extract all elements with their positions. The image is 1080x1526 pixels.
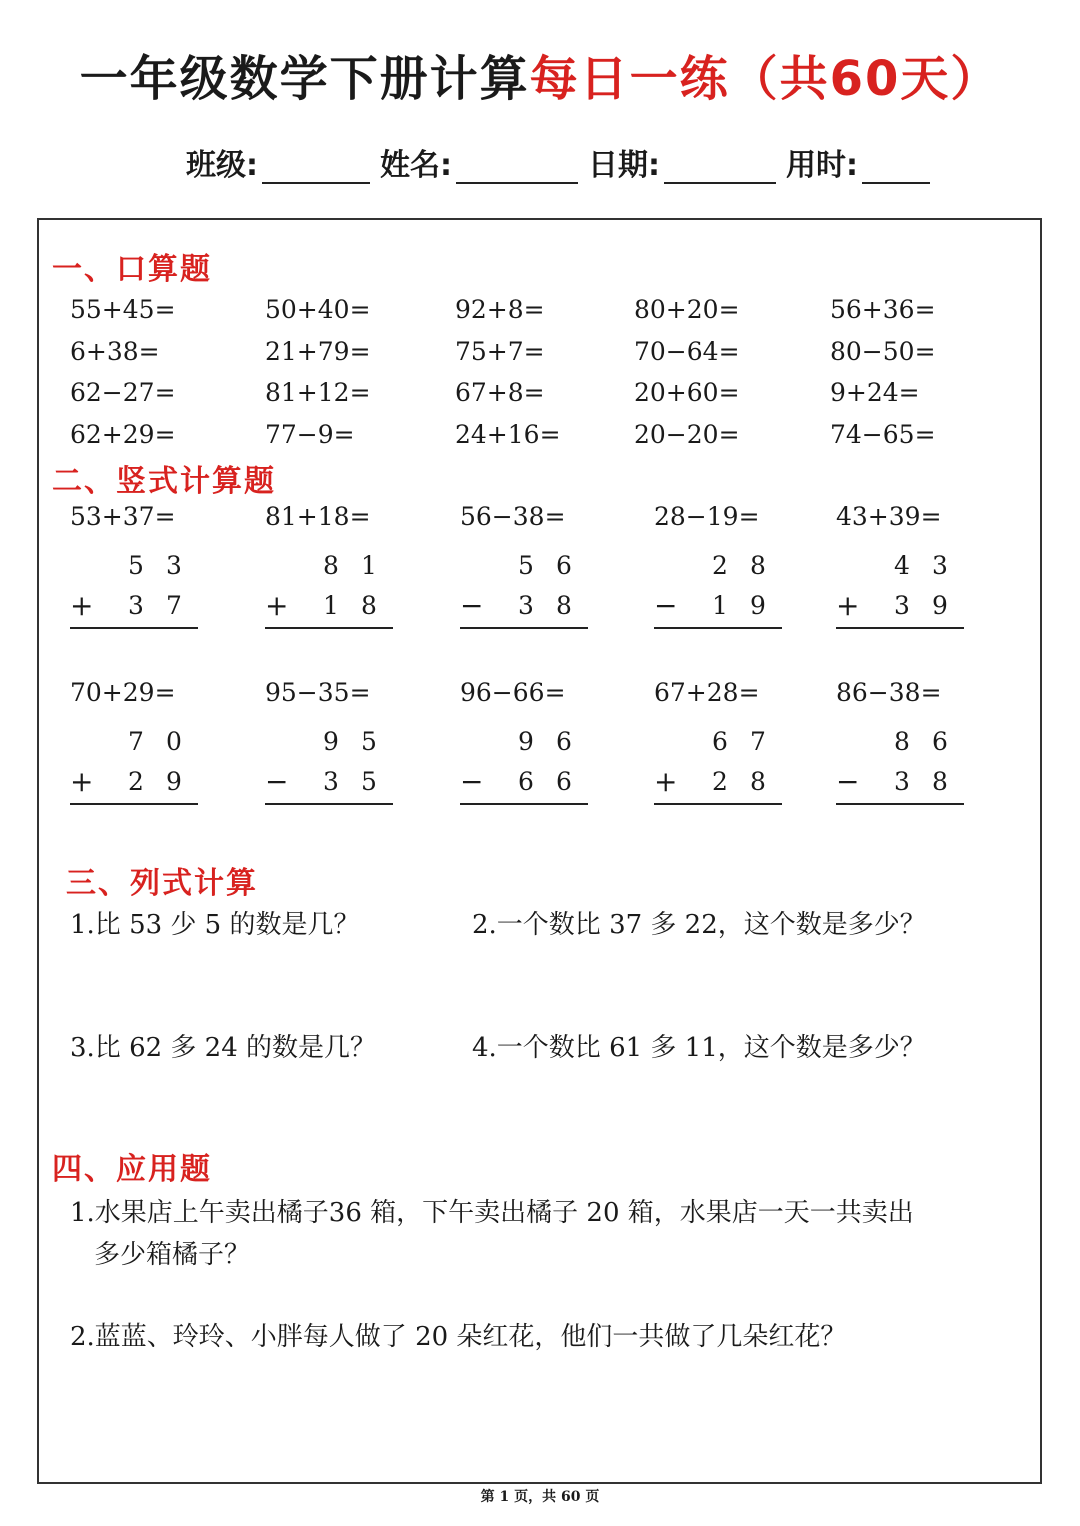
applied-q1-line2: 多少箱橘子？ (94, 1240, 251, 1270)
sum-line (265, 803, 393, 805)
vertical-equation: 53+37= (70, 502, 176, 531)
oral-problem: 20+60= (634, 378, 740, 407)
vertical-equation: 81+18= (265, 502, 371, 531)
vertical-bottom-number (265, 588, 395, 624)
written-q1: 1.比 53 少 5 的数是几？ (70, 910, 360, 940)
vertical-top-number (654, 724, 784, 760)
digit: 8 (750, 551, 766, 580)
digit: 5 (128, 551, 144, 580)
digit: 7 (166, 591, 182, 620)
sum-line (836, 803, 964, 805)
digit: 9 (518, 727, 534, 756)
vertical-block (265, 548, 395, 628)
oral-problem: 6+38= (70, 337, 160, 366)
plus-sign: + (70, 765, 94, 798)
digit: 8 (556, 591, 572, 620)
vertical-bottom-number (70, 588, 200, 624)
written-q4: 4.一个数比 61 多 11，这个数是多少？ (472, 1033, 926, 1063)
oral-problem: 74−65= (830, 420, 936, 449)
digit: 5 (361, 767, 377, 796)
vertical-top-number (265, 724, 395, 760)
vertical-block (460, 724, 590, 804)
oral-problem: 80−50= (830, 337, 936, 366)
info-row (186, 140, 940, 184)
vertical-bottom-number (70, 764, 200, 800)
date-label: 日期: (588, 148, 660, 183)
vertical-block (836, 724, 966, 804)
digit: 8 (323, 551, 339, 580)
sum-line (460, 803, 588, 805)
vertical-top-number (460, 548, 590, 584)
sum-line (654, 627, 782, 629)
digit: 6 (556, 767, 572, 796)
vertical-block (70, 724, 200, 804)
oral-problem: 75+7= (455, 337, 545, 366)
digit: 8 (932, 767, 948, 796)
digit: 3 (932, 551, 948, 580)
vertical-equation: 43+39= (836, 502, 942, 531)
digit: 3 (894, 591, 910, 620)
vertical-equation: 96−66= (460, 678, 566, 707)
plus-sign: + (70, 589, 94, 622)
name-field[interactable] (380, 140, 578, 184)
digit: 6 (712, 727, 728, 756)
digit: 3 (166, 551, 182, 580)
oral-problem: 92+8= (455, 295, 545, 324)
section-written-title: 三、列式计算 (66, 866, 258, 901)
digit: 1 (323, 591, 339, 620)
digit: 9 (932, 591, 948, 620)
vertical-top-number (70, 548, 200, 584)
digit: 8 (361, 591, 377, 620)
vertical-top-number (836, 548, 966, 584)
oral-problem: 62−27= (70, 378, 176, 407)
digit: 1 (712, 591, 728, 620)
oral-problem: 21+79= (265, 337, 371, 366)
time-field[interactable] (786, 140, 930, 184)
digit: 6 (518, 767, 534, 796)
time-blank[interactable] (862, 152, 930, 184)
written-q3: 3.比 62 多 24 的数是几？ (70, 1033, 377, 1063)
minus-sign: − (654, 589, 678, 622)
vertical-bottom-number (654, 764, 784, 800)
vertical-equation: 67+28= (654, 678, 760, 707)
vertical-block (654, 548, 784, 628)
vertical-block (265, 724, 395, 804)
class-blank[interactable] (262, 152, 370, 184)
vertical-equation: 95−35= (265, 678, 371, 707)
class-field[interactable] (186, 140, 370, 184)
section-applied-title: 四、应用题 (52, 1152, 212, 1187)
vertical-top-number (836, 724, 966, 760)
page-title (0, 40, 1080, 109)
digit: 2 (712, 551, 728, 580)
digit: 4 (894, 551, 910, 580)
oral-problem: 50+40= (265, 295, 371, 324)
vertical-equation: 56−38= (460, 502, 566, 531)
digit: 3 (518, 591, 534, 620)
oral-problem: 70−64= (634, 337, 740, 366)
oral-problem: 80+20= (634, 295, 740, 324)
digit: 8 (750, 767, 766, 796)
digit: 9 (323, 727, 339, 756)
vertical-block (836, 548, 966, 628)
oral-problem: 20−20= (634, 420, 740, 449)
digit: 6 (932, 727, 948, 756)
digit: 2 (712, 767, 728, 796)
minus-sign: − (460, 765, 484, 798)
plus-sign: + (654, 765, 678, 798)
page-footer: 第 1 页，共 60 页 (480, 1489, 600, 1505)
date-field[interactable] (588, 140, 776, 184)
applied-q2: 2.蓝蓝、玲玲、小胖每人做了 20 朵红花，他们一共做了几朵红花？ (70, 1322, 847, 1352)
digit: 7 (750, 727, 766, 756)
class-label: 班级: (186, 148, 258, 183)
vertical-block (460, 548, 590, 628)
digit: 8 (894, 727, 910, 756)
written-q2: 2.一个数比 37 多 22，这个数是多少？ (472, 910, 926, 940)
vertical-bottom-number (836, 764, 966, 800)
oral-problem: 55+45= (70, 295, 176, 324)
sum-line (654, 803, 782, 805)
digit: 1 (361, 551, 377, 580)
section-vertical-title: 二、竖式计算题 (52, 464, 276, 499)
sum-line (70, 627, 198, 629)
vertical-top-number (265, 548, 395, 584)
vertical-bottom-number (836, 588, 966, 624)
oral-problem: 62+29= (70, 420, 176, 449)
vertical-equation: 28−19= (654, 502, 760, 531)
oral-problem: 77−9= (265, 420, 355, 449)
minus-sign: − (836, 765, 860, 798)
sum-line (460, 627, 588, 629)
oral-problem: 81+12= (265, 378, 371, 407)
applied-q1-line1: 1.水果店上午卖出橘子36 箱，下午卖出橘子 20 箱，水果店一天一共卖出 (70, 1198, 914, 1228)
digit: 5 (361, 727, 377, 756)
time-label: 用时: (786, 148, 858, 183)
vertical-equation: 70+29= (70, 678, 176, 707)
vertical-top-number (70, 724, 200, 760)
oral-problem: 56+36= (830, 295, 936, 324)
vertical-bottom-number (265, 764, 395, 800)
digit: 3 (128, 591, 144, 620)
digit: 0 (166, 727, 182, 756)
minus-sign: − (265, 765, 289, 798)
digit: 7 (128, 727, 144, 756)
title-black: 一年级数学下册计算 (79, 51, 530, 107)
digit: 6 (556, 551, 572, 580)
sum-line (836, 627, 964, 629)
worksheet-frame (37, 218, 1042, 1484)
digit: 3 (323, 767, 339, 796)
sum-line (265, 627, 393, 629)
vertical-block (654, 724, 784, 804)
digit: 5 (518, 551, 534, 580)
title-red: 每日一练（共60天） (529, 51, 1001, 107)
vertical-block (70, 548, 200, 628)
oral-problem: 9+24= (830, 378, 920, 407)
name-label: 姓名: (380, 148, 452, 183)
oral-problem: 24+16= (455, 420, 561, 449)
oral-problem: 67+8= (455, 378, 545, 407)
vertical-bottom-number (654, 588, 784, 624)
vertical-top-number (460, 724, 590, 760)
plus-sign: + (265, 589, 289, 622)
digit: 3 (894, 767, 910, 796)
name-blank[interactable] (456, 152, 578, 184)
minus-sign: − (460, 589, 484, 622)
digit: 6 (556, 727, 572, 756)
date-blank[interactable] (664, 152, 776, 184)
vertical-bottom-number (460, 764, 590, 800)
digit: 9 (750, 591, 766, 620)
section-oral-title: 一、口算题 (52, 252, 212, 287)
digit: 9 (166, 767, 182, 796)
sum-line (70, 803, 198, 805)
vertical-bottom-number (460, 588, 590, 624)
plus-sign: + (836, 589, 860, 622)
vertical-top-number (654, 548, 784, 584)
vertical-equation: 86−38= (836, 678, 942, 707)
digit: 2 (128, 767, 144, 796)
